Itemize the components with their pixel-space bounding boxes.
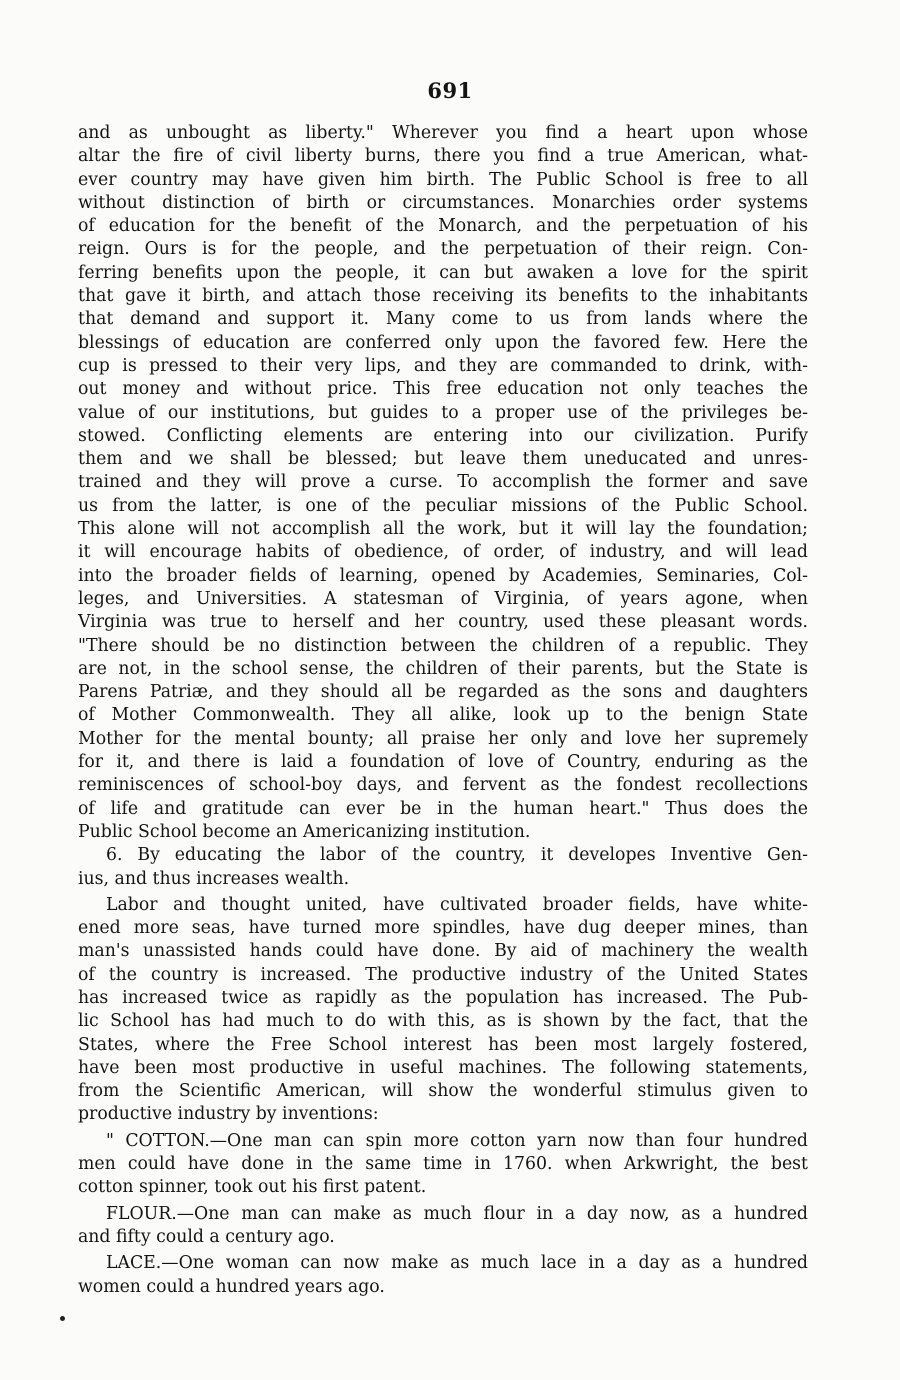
text-line: that demand and support it. Many come to us from lands where the: [78, 309, 808, 330]
text-line: ened more seas, have turned more spindles, have dug deeper mines, than: [78, 918, 808, 939]
text-line: man's unassisted hands could have done. By aid of machinery the wealth: [78, 941, 808, 962]
text-line: FLOUR.—One man can make as much flour in a day now, as a hundred: [106, 1203, 808, 1224]
text-line: out money and without price. This free education not only teaches the: [78, 379, 808, 400]
text-line: altar the fire of civil liberty burns, there you find a true American, what-: [78, 146, 808, 167]
text-line: lic School has had much to do with this, as is shown by the fact, that the: [78, 1011, 808, 1032]
text-line: has increased twice as rapidly as the population has increased. The Pub-: [78, 987, 808, 1008]
text-line: and as unbought as liberty." Wherever you find a heart upon whose: [78, 123, 808, 143]
text-line: ever country may have given him birth. The Public School is free to all: [78, 169, 808, 190]
text-line: trained and they will prove a curse. To accomplish the former and save: [78, 472, 808, 493]
ink-speck: [60, 1316, 65, 1321]
text-line: " COTTON.—One man can spin more cotton yarn now than four hundred: [106, 1130, 808, 1151]
text-line: and fifty could a century ago.: [78, 1226, 335, 1247]
text-line: blessings of education are conferred only upon the favored few. Here the: [78, 332, 808, 353]
text-line: cotton spinner, took out his first patent.: [78, 1177, 427, 1198]
body-text: [78, 122, 808, 1299]
text-line: of life and gratitude can ever be in the human heart." Thus does the: [78, 798, 808, 819]
text-line: reign. Ours is for the people, and the perpetuation of their reign. Con-: [78, 239, 808, 260]
text-line: leges, and Universities. A statesman of Virginia, of years agone, when: [78, 588, 808, 609]
text-line: for it, and there is laid a foundation of love of Country, enduring as the: [78, 752, 808, 773]
text-line: women could a hundred years ago.: [78, 1276, 385, 1297]
text-line: Mother for the mental bounty; all praise her only and love her supremely: [78, 728, 808, 749]
text-line: productive industry by inventions:: [78, 1104, 379, 1125]
text-line: it will encourage habits of obedience, of order, of industry, and will lead: [78, 542, 808, 563]
text-line: from the Scientific American, will show the wonderful stimulus given to: [78, 1081, 808, 1102]
text-line: without distinction of birth or circumstances. Monarchies order systems: [78, 192, 808, 213]
text-line: have been most productive in useful machines. The following statements,: [78, 1057, 808, 1078]
text-line: value of our institutions, but guides to a proper use of the privileges be-: [78, 402, 808, 423]
text-line: 6. By educating the labor of the country, it developes Inventive Gen-: [106, 845, 808, 866]
text-line: This alone will not accomplish all the work, but it will lay the foundation;: [78, 519, 808, 540]
text-line: men could have done in the same time in 1760. when Arkwright, the best: [78, 1154, 808, 1175]
text-line: "There should be no distinction between the children of a republic. They: [78, 635, 808, 656]
text-line: of education for the benefit of the Monarch, and the perpetuation of his: [78, 216, 808, 237]
text-line: reminiscences of school-boy days, and fervent as the fondest recollections: [78, 775, 808, 796]
text-line: stowed. Conflicting elements are entering into our civilization. Purify: [78, 425, 808, 446]
text-line: Parens Patriæ, and they should all be regarded as the sons and daughters: [78, 682, 808, 703]
text-line: into the broader fields of learning, opened by Academies, Seminaries, Col-: [78, 565, 808, 586]
text-line: us from the latter, is one of the peculiar missions of the Public School.: [78, 495, 808, 516]
text-line: ius, and thus increases wealth.: [78, 868, 350, 889]
text-line: Labor and thought united, have cultivated broader fields, have white-: [106, 894, 808, 915]
text-line: of Mother Commonwealth. They all alike, look up to the benign State: [78, 705, 808, 726]
text-line: that gave it birth, and attach those receiving its benefits to the inhabitants: [78, 286, 808, 307]
text-line: of the country is increased. The productive industry of the United States: [78, 964, 808, 985]
text-line: cup is pressed to their very lips, and they are commanded to drink, with-: [78, 355, 808, 376]
text-line: Public School become an Americanizing institution.: [78, 821, 531, 842]
text-line: LACE.—One woman can now make as much lace in a day as a hundred: [106, 1253, 808, 1274]
text-line: States, where the Free School interest has been most largely fostered,: [78, 1034, 808, 1055]
text-line: Virginia was true to herself and her country, used these pleasant words.: [78, 612, 808, 633]
text-line: them and we shall be blessed; but leave them uneducated and unres-: [78, 449, 808, 470]
page-number: 691: [427, 78, 473, 103]
text-line: ferring benefits upon the people, it can but awaken a love for the spirit: [78, 262, 808, 283]
text-line: are not, in the school sense, the children of their parents, but the State is: [78, 658, 808, 679]
